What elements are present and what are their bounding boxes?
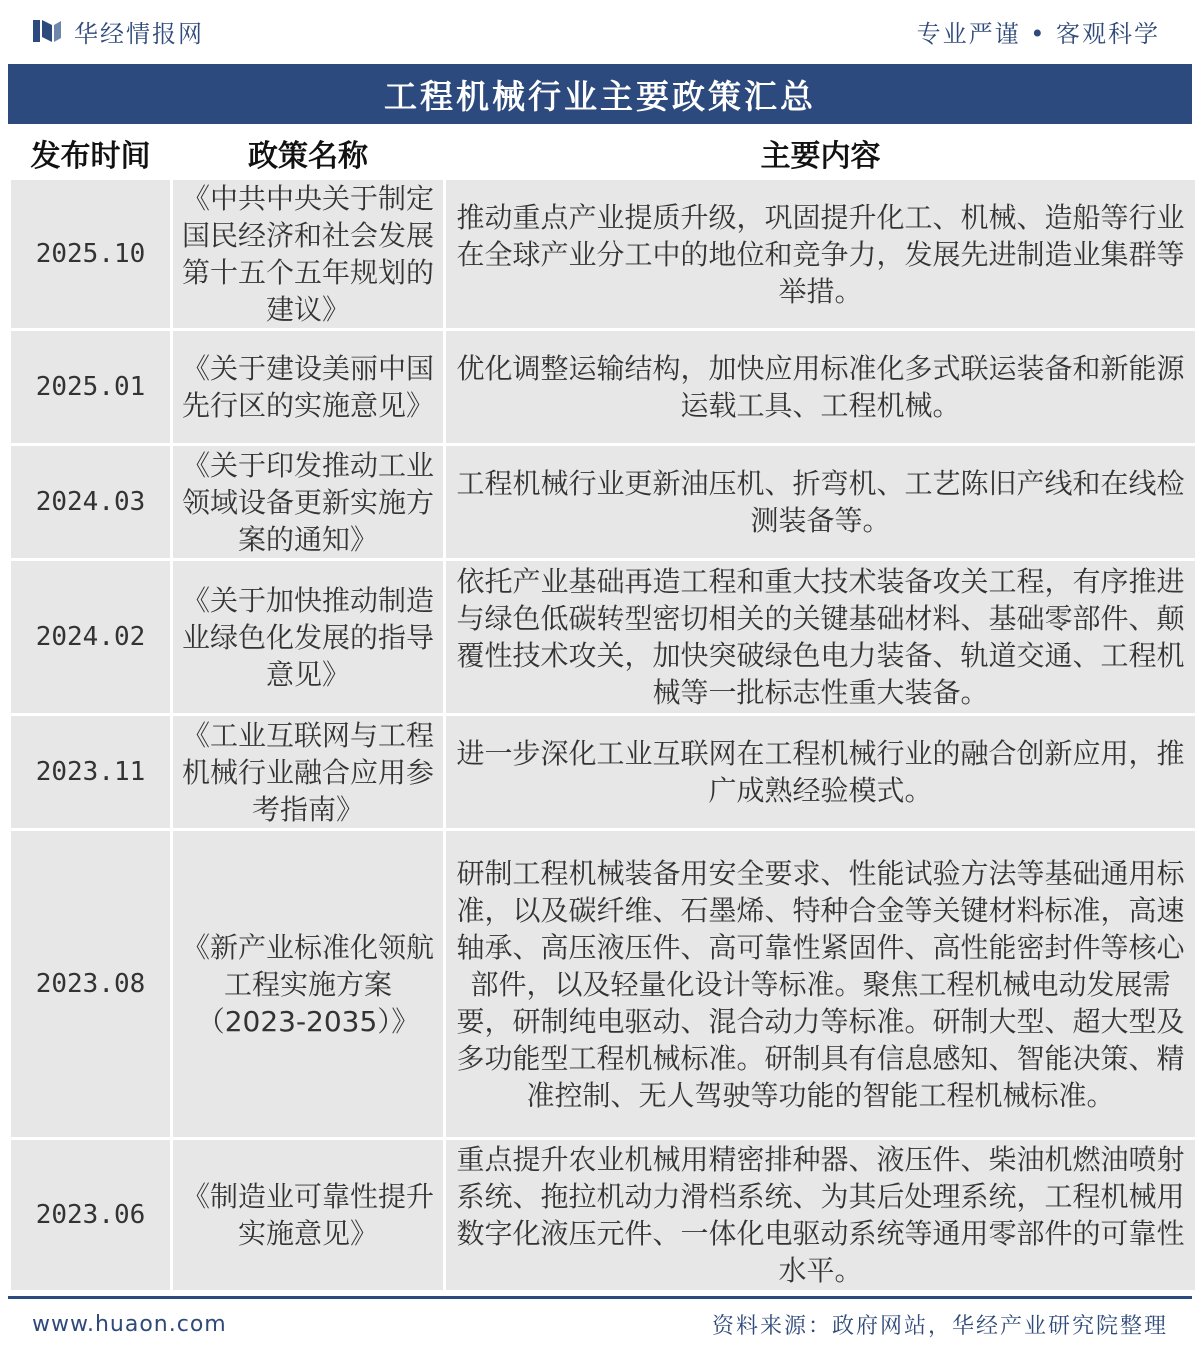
policy-content: 优化调整运输结构，加快应用标准化多式联运装备和新能源运载工具、工程机械。	[446, 331, 1195, 443]
policy-name: 《关于建设美丽中国先行区的实施意见》	[173, 331, 443, 443]
policy-name: 《制造业可靠性提升实施意见》	[173, 1140, 443, 1290]
policy-date: 2023.06	[11, 1140, 170, 1290]
table-row	[11, 561, 1195, 713]
top-bar	[0, 0, 1200, 62]
footer	[8, 1296, 1192, 1349]
policy-content: 研制工程机械装备用安全要求、性能试验方法等基础通用标准，以及碳纤维、石墨烯、特种合金等关键材料标准，高速轴承、高压液压件、高可靠性紧固件、高性能密封件等核心部件，以及轻量化设计等标准。聚焦工程机械电动发展需要，研制纯电驱动、混合动力等标准。研制大型、超大型及多功能型工程机械标准。研制具有信息感知、智能决策、精准控制、无人驾驶等功能的智能工程机械标准。	[446, 831, 1195, 1137]
table-row	[11, 716, 1195, 828]
table-row	[11, 331, 1195, 443]
book-logo-icon	[32, 18, 62, 44]
table-row	[11, 831, 1195, 1137]
policy-content: 工程机械行业更新油压机、折弯机、工艺陈旧产线和在线检测装备等。	[446, 446, 1195, 558]
page-title: 工程机械行业主要政策汇总	[384, 76, 816, 116]
policy-date: 2025.10	[11, 180, 170, 328]
policy-content: 依托产业基础再造工程和重大技术装备攻关工程，有序推进与绿色低碳转型密切相关的关键基础材料、基础零部件、颠覆性技术攻关，加快突破绿色电力装备、轨道交通、工程机械等一批标志性重大装备。	[446, 561, 1195, 713]
brand	[32, 14, 204, 49]
policy-date: 2023.08	[11, 831, 170, 1137]
table-row	[11, 446, 1195, 558]
source-note: 资料来源：政府网站，华经产业研究院整理	[711, 1313, 1168, 1339]
table-header	[11, 129, 1195, 177]
brand-name: 华经情报网	[74, 19, 204, 48]
policy-content: 重点提升农业机械用精密排种器、液压件、柴油机燃油喷射系统、拖拉机动力滑档系统、为其后处理系统，工程机械用数字化液压元件、一体化电驱动系统等通用零部件的可靠性水平。	[446, 1140, 1195, 1290]
policy-date: 2024.03	[11, 446, 170, 558]
policy-date: 2025.01	[11, 331, 170, 443]
policy-name: 《中共中央关于制定国民经济和社会发展第十五个五年规划的建议》	[173, 180, 443, 328]
table-row	[11, 1140, 1195, 1290]
policy-date: 2023.11	[11, 716, 170, 828]
policy-name: 《关于印发推动工业领域设备更新实施方案的通知》	[173, 446, 443, 558]
policy-content: 推动重点产业提质升级，巩固提升化工、机械、造船等行业在全球产业分工中的地位和竞争力，发展先进制造业集群等举措。	[446, 180, 1195, 328]
policy-name: 《工业互联网与工程机械行业融合应用参考指南》	[173, 716, 443, 828]
policy-date: 2024.02	[11, 561, 170, 713]
title-bar	[8, 64, 1192, 124]
column-header-content: 主要内容	[446, 129, 1195, 177]
policy-table	[8, 126, 1198, 1293]
policy-name: 《新产业标准化领航工程实施方案（2023-2035）》	[173, 831, 443, 1137]
policy-name: 《关于加快推动制造业绿色化发展的指导意见》	[173, 561, 443, 713]
slogan: 专业严谨 • 客观科学	[916, 19, 1160, 48]
column-header-date: 发布时间	[11, 129, 170, 177]
table-row	[11, 180, 1195, 328]
website-url: www.huaon.com	[32, 1311, 227, 1337]
column-header-name: 政策名称	[173, 129, 443, 177]
policy-content: 进一步深化工业互联网在工程机械行业的融合创新应用，推广成熟经验模式。	[446, 716, 1195, 828]
